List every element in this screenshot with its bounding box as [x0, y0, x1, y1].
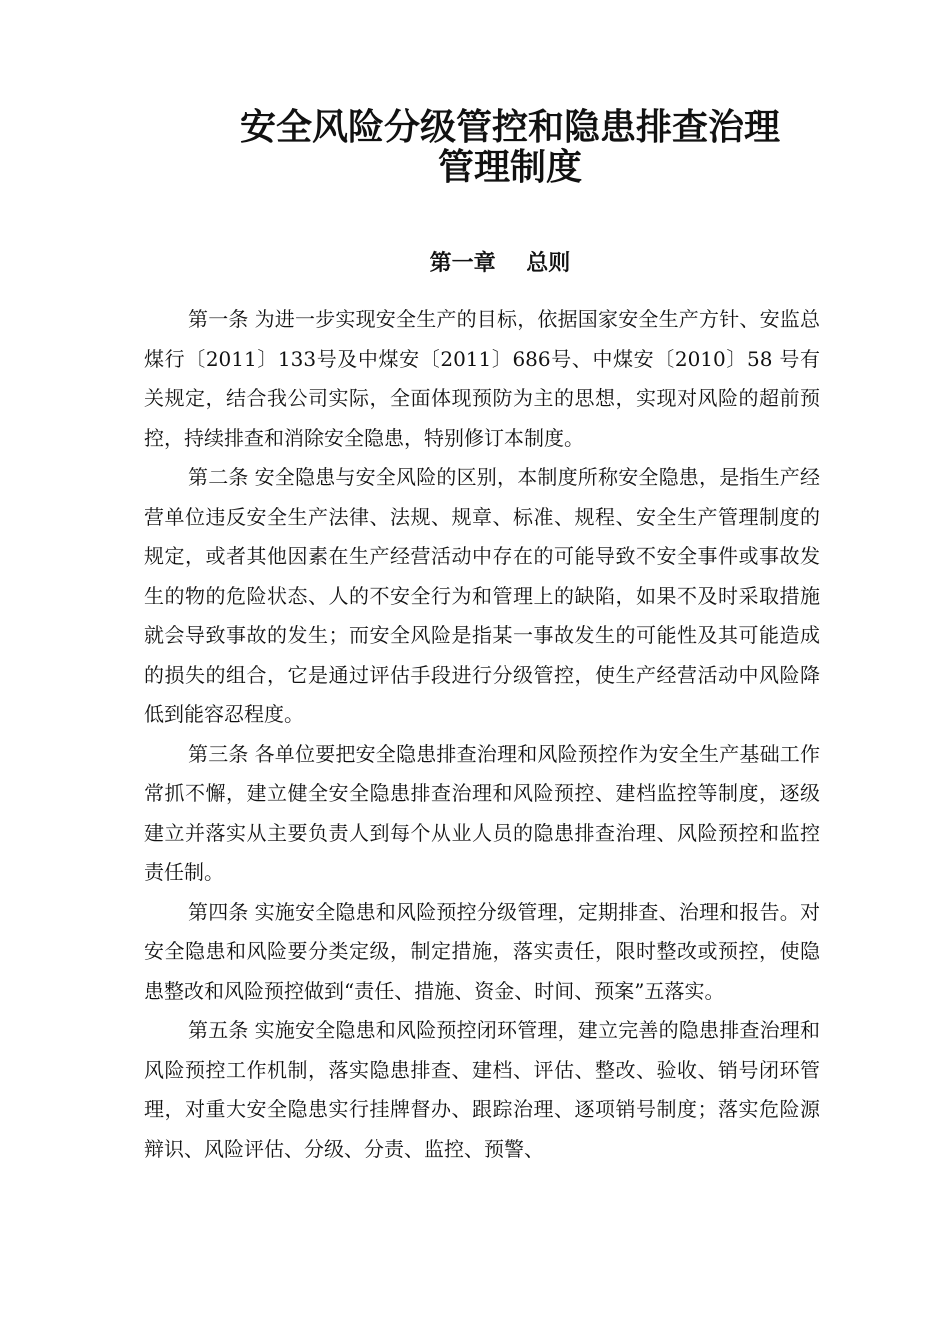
document-title-line-2: 管理制度: [437, 147, 582, 188]
article-label: 第四条: [188, 899, 249, 924]
article-2: [144, 458, 820, 735]
article-label: 第二条: [188, 465, 249, 489]
article-text: 实施安全隐患和风险预控闭环管理，建立完善的隐患排查治理和风险预控工作机制，落实隐患排查、建档、评估、整改、验收、销号闭环管理，对重大安全隐患实行挂牌督办、跟踪治理、逐项销号制度；落实危险源辩识、风险评估、分级、分责、监控、预警、: [144, 1018, 821, 1161]
article-text: 为进一步实现安全生产的目标，依据国家安全生产方针、安监总煤行〔2011〕133号及中煤安〔2011〕686号、中煤安〔2010〕58 号有关规定，结合我公司实际，全面体现预防为主的思想，实现对风险的超前预控，持续排查和消除安全隐患，特别修订本制度。: [144, 307, 821, 450]
article-label: 第一条: [188, 307, 249, 331]
article-label: 第五条: [188, 1018, 249, 1042]
article-3: [144, 735, 820, 893]
article-label: 第三条: [188, 741, 249, 766]
article-4: [144, 893, 820, 1012]
article-1: [144, 300, 820, 458]
document-title-line-1: 安全风险分级管控和隐患排查治理: [239, 107, 780, 148]
chapter-heading: 第一章 总则: [429, 251, 571, 277]
article-5: [144, 1011, 820, 1169]
article-text: 安全隐患与安全风险的区别，本制度所称安全隐患，是指生产经营单位违反安全生产法律、法规、规章、标准、规程、安全生产管理制度的规定，或者其他因素在生产经营活动中存在的可能导致不安全事件或事故发生的物的危险状态、人的不安全行为和管理上的缺陷，如果不及时采取措施就会导致事故的发生；而安全风险是指某一事故发生的可能性及其可能造成的损失的组合，它是通过评估手段进行分级管控，使生产经营活动中风险降低到能容忍程度。: [144, 465, 821, 726]
document-body: [144, 300, 820, 1169]
article-text: 实施安全隐患和风险预控分级管理，定期排查、治理和报告。对安全隐患和风险要分类定级，制定措施，落实责任，限时整改或预控，使隐患整改和风险预控做到“责任、措施、资金、时间、预案”五落实。: [144, 899, 821, 1003]
article-text: 各单位要把安全隐患排查治理和风险预控作为安全生产基础工作常抓不懈，建立健全安全隐患排查治理和风险预控、建档监控等制度，逐级建立并落实从主要负责人到每个从业人员的隐患排查治理、风险预控和监控责任制。: [144, 741, 821, 884]
